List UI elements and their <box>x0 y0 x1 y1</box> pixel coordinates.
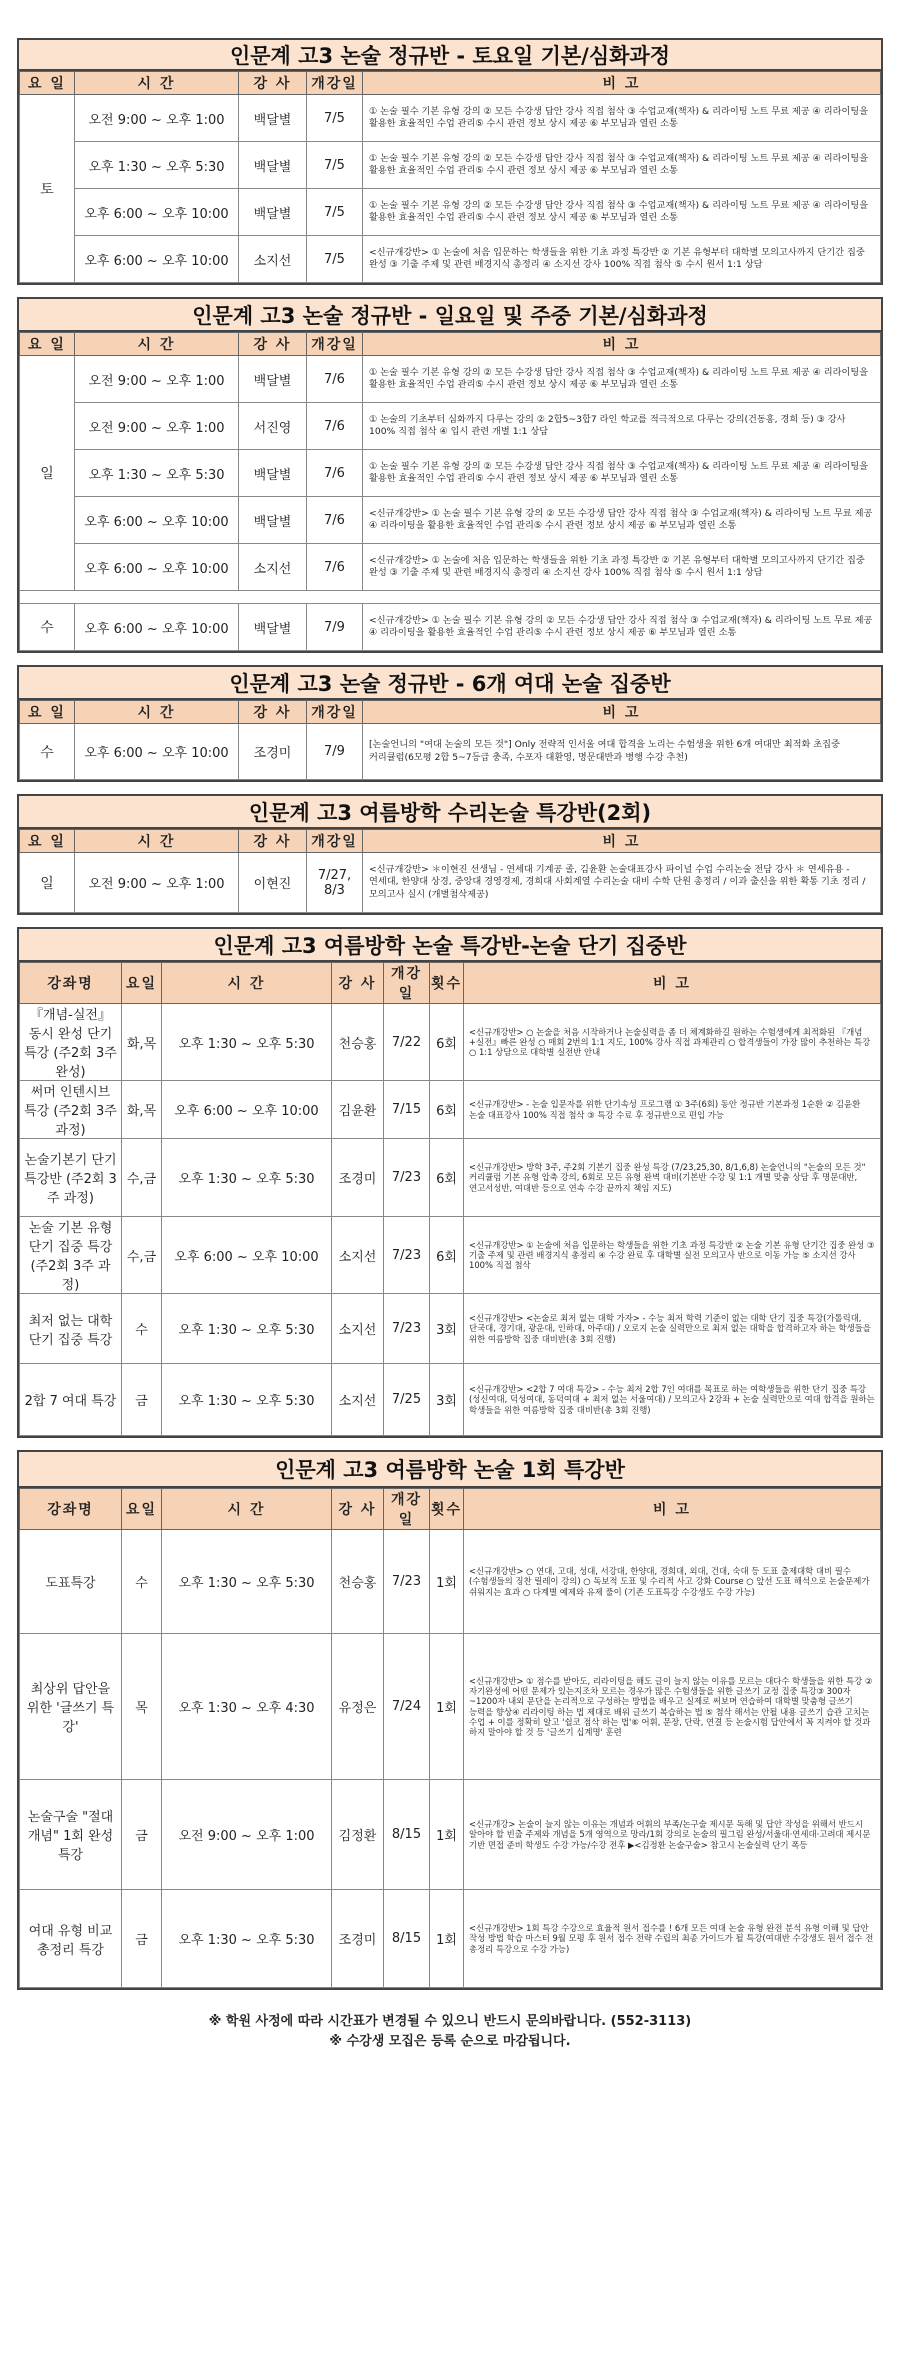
note-cell: <신규개강반> ① 논술 필수 기본 유형 강의 ② 모든 수강생 답안 강사 직접 첨삭 ③ 수업교재(책자) & 리라이팅 노트 무료 제공 ④ 리라이팅을 활용한 효율적인 수업 관리⑤ 수시 관련 정보 상시 제공 ⑥ 부모님과 열린 소통 <box>363 604 881 651</box>
table-row <box>20 403 881 450</box>
time-cell: 오전 9:00 ~ 오후 1:00 <box>75 403 239 450</box>
table-header-row <box>20 963 881 1004</box>
footer-enrollment-notice: ※ 수강생 모집은 등록 순으로 마감됩니다. <box>329 2034 571 2050</box>
header-teacher: 강 사 <box>239 72 307 95</box>
teacher-cell: 조경미 <box>332 1890 384 1988</box>
teacher-cell: 백달별 <box>239 497 307 544</box>
count-cell: 6회 <box>430 1081 464 1139</box>
note-cell: <신규개강반> ① 논술에 처음 입문하는 학생들을 위한 기초 과정 특강반 ② 기본 유형부터 대학별 모의고사까지 단기간 집중 완성 ③ 기출 주제 및 관련 배경지식 총정리 ④ 소지선 강사 100% 직접 첨삭 ⑤ 수시 원서 1:1 상담 <box>363 544 881 591</box>
note-cell: ① 논술 필수 기본 유형 강의 ② 모든 수강생 답안 강사 직접 첨삭 ③ 수업교재(책자) & 리라이팅 노트 무료 제공 ④ 리라이팅을 활용한 효율적인 수업 관리⑤ 수시 관련 정보 상시 제공 ⑥ 부모님과 열린 소통 <box>363 95 881 142</box>
teacher-cell: 백달별 <box>239 95 307 142</box>
table-row <box>20 1530 881 1634</box>
header-time: 시 간 <box>162 963 332 1004</box>
table-row <box>20 1890 881 1988</box>
section-title: 인문계 고3 여름방학 수리논술 특강반(2회) <box>19 796 881 829</box>
day-cell: 일 <box>20 356 75 591</box>
schedule-table <box>19 332 881 651</box>
table-row <box>20 95 881 142</box>
header-start: 개강일 <box>307 830 363 853</box>
teacher-cell: 백달별 <box>239 356 307 403</box>
start-date-cell: 8/15 <box>384 1780 430 1890</box>
note-cell: ① 논술 필수 기본 유형 강의 ② 모든 수강생 답안 강사 직접 첨삭 ③ 수업교재(책자) & 리라이팅 노트 무료 제공 ④ 리라이팅을 활용한 효율적인 수업 관리⑤ 수시 관련 정보 상시 제공 ⑥ 부모님과 열린 소통 <box>363 189 881 236</box>
time-cell: 오전 9:00 ~ 오후 1:00 <box>75 356 239 403</box>
teacher-cell: 유정은 <box>332 1634 384 1780</box>
header-time: 시 간 <box>75 830 239 853</box>
footer-schedule-notice: ※ 학원 사정에 따라 시간표가 변경될 수 있으니 반드시 문의바랍니다. (552-3113) <box>208 2014 692 2029</box>
time-cell: 오후 1:30 ~ 오후 5:30 <box>75 142 239 189</box>
schedule-table <box>19 1488 881 1988</box>
time-cell: 오후 6:00 ~ 오후 10:00 <box>75 544 239 591</box>
course-name-cell: 최저 없는 대학 단기 집중 특강 <box>20 1294 122 1364</box>
header-day: 요일 <box>122 963 162 1004</box>
count-cell: 6회 <box>430 1217 464 1294</box>
table-row <box>20 1634 881 1780</box>
schedule-table <box>19 700 881 780</box>
time-cell: 오후 1:30 ~ 오후 5:30 <box>75 450 239 497</box>
table-header-row <box>20 1489 881 1530</box>
note-cell: <신규개강반> 방학 3주, 주2회 기본기 집중 완성 특강 (7/23,25,30, 8/1,6,8) 논술언니의 "논술의 모든 것" 커리큘럼 기본 유형 압축 강의, 6회로 모든 유형 완벽 대비(기본반 수강 및 1:1 개별 맞춤 상담 후 명문대반, 연고서성반, 여대반 등으로 연속 수강 끝까지 책임 지도) <box>464 1139 881 1217</box>
teacher-cell: 소지선 <box>332 1364 384 1436</box>
section-math-essay <box>17 794 883 915</box>
table-row <box>20 544 881 591</box>
table-row <box>20 1004 881 1081</box>
note-cell: <신규개강반> ○ 논술을 처음 시작하거나 논술실력을 좀 더 체계화하길 원하는 수험생에게 최적화된 『개념+실전』빠른 완성 ○ 매회 2번의 1:1 지도, 100% 강사 직접 과제관리 ○ 합격생들이 가장 많이 추천하는 특강 ○ 1:1 상담으로 대학별 실전반 안내 <box>464 1004 881 1081</box>
section-title: 인문계 고3 여름방학 논술 특강반-논술 단기 집중반 <box>19 929 881 962</box>
section-womens-university <box>17 665 883 782</box>
day-cell: 수 <box>122 1294 162 1364</box>
start-date-cell: 7/23 <box>384 1217 430 1294</box>
header-teacher: 강 사 <box>239 333 307 356</box>
time-cell: 오후 1:30 ~ 오후 5:30 <box>162 1004 332 1081</box>
header-start: 개강일 <box>384 963 430 1004</box>
course-name-cell: 『개념-실전』동시 완성 단기 특강 (주2회 3주 완성) <box>20 1004 122 1081</box>
count-cell: 6회 <box>430 1004 464 1081</box>
start-date-cell: 7/24 <box>384 1634 430 1780</box>
header-teacher: 강 사 <box>332 1489 384 1530</box>
day-cell: 토 <box>20 95 75 283</box>
time-cell: 오전 9:00 ~ 오후 1:00 <box>75 95 239 142</box>
teacher-cell: 소지선 <box>239 544 307 591</box>
day-cell: 일 <box>20 853 75 913</box>
table-row <box>20 1217 881 1294</box>
time-cell: 오후 1:30 ~ 오후 5:30 <box>162 1890 332 1988</box>
table-row <box>20 450 881 497</box>
course-name-cell: 2합 7 여대 특강 <box>20 1364 122 1436</box>
day-cell: 금 <box>122 1890 162 1988</box>
count-cell: 1회 <box>430 1890 464 1988</box>
course-name-cell: 논술기본기 단기 특강반 (주2회 3주 과정) <box>20 1139 122 1217</box>
header-start: 개강일 <box>307 72 363 95</box>
start-date-cell: 7/27, 8/3 <box>307 853 363 913</box>
time-cell: 오후 6:00 ~ 오후 10:00 <box>75 724 239 780</box>
count-cell: 1회 <box>430 1530 464 1634</box>
section-saturday <box>17 38 883 285</box>
teacher-cell: 이현진 <box>239 853 307 913</box>
start-date-cell: 7/6 <box>307 450 363 497</box>
header-start: 개강일 <box>307 701 363 724</box>
table-row <box>20 1294 881 1364</box>
table-row <box>20 1780 881 1890</box>
row-spacer <box>20 591 881 604</box>
count-cell: 1회 <box>430 1634 464 1780</box>
note-cell: <신규개강반> 1회 특강 수강으로 효율적 원서 접수를 ! 6개 모든 여대 논술 유형 완전 분석 유형 이해 및 답안 작성 방법 학습 마스터 9월 모평 후 원서 접수 전략 수립의 최종 가이드가 될 특강(여대반 수강생도 원서 접수 전 총정리 특강으로 수강 가능) <box>464 1890 881 1988</box>
note-cell: <신규개강반> ① 논술 필수 기본 유형 강의 ② 모든 수강생 답안 강사 직접 첨삭 ③ 수업교재(책자) & 리라이팅 노트 무료 제공 ④ 리라이팅을 활용한 효율적인 수업 관리⑤ 수시 관련 정보 상시 제공 ⑥ 부모님과 열린 소통 <box>363 497 881 544</box>
start-date-cell: 7/25 <box>384 1364 430 1436</box>
time-cell: 오후 1:30 ~ 오후 5:30 <box>162 1294 332 1364</box>
section-title: 인문계 고3 여름방학 논술 1회 특강반 <box>19 1452 881 1488</box>
spacer-cell <box>20 591 881 604</box>
start-date-cell: 7/23 <box>384 1294 430 1364</box>
section-title: 인문계 고3 논술 정규반 - 6개 여대 논술 집중반 <box>19 667 881 700</box>
note-cell: [논술언니의 "여대 논술의 모든 것"] Only 전략적 인서울 여대 합격을 노리는 수험생을 위한 6개 여대만 최적화 초집중 커리큘럼(6모평 2합 5~7등급 충족, 수포자 대환영, 명문대반과 병행 수강 추천) <box>363 724 881 780</box>
table-row <box>20 1364 881 1436</box>
note-cell: <신규개강반> ① 논술에 처음 입문하는 학생들을 위한 기초 과정 특강반 ② 기본 유형부터 대학별 모의고사까지 단기간 집중 완성 ③ 기출 주제 및 관련 배경지식 총정리 ④ 소지선 강사 100% 직접 첨삭 ⑤ 수시 원서 1:1 상담 <box>363 236 881 283</box>
time-cell: 오후 6:00 ~ 오후 10:00 <box>75 497 239 544</box>
section-sunday-weekday <box>17 297 883 653</box>
table-header-row <box>20 701 881 724</box>
teacher-cell: 조경미 <box>332 1139 384 1217</box>
time-cell: 오후 1:30 ~ 오후 5:30 <box>162 1139 332 1217</box>
table-row <box>20 189 881 236</box>
table-row <box>20 724 881 780</box>
time-cell: 오전 9:00 ~ 오후 1:00 <box>75 853 239 913</box>
day-cell: 수 <box>20 724 75 780</box>
table-row <box>20 497 881 544</box>
table-row <box>20 1081 881 1139</box>
note-cell: <신규개강반> <2합 7 여대 특강> - 수능 최저 2합 7인 여대를 목표로 하는 여학생들을 위한 단기 집중 특강(성신여대, 덕성여대, 동덕여대 + 최저 없는 서울여대) / 모의고사 2강좌 + 논술 실력만으로 여대 합격을 원하는 학생들을 위한 여름방학 집중 대비반(총 3회 진행) <box>464 1364 881 1436</box>
teacher-cell: 천승홍 <box>332 1004 384 1081</box>
schedule-table <box>19 962 881 1436</box>
table-row <box>20 604 881 651</box>
start-date-cell: 7/6 <box>307 403 363 450</box>
start-date-cell: 7/9 <box>307 604 363 651</box>
header-day: 요일 <box>122 1489 162 1530</box>
start-date-cell: 7/6 <box>307 356 363 403</box>
start-date-cell: 7/5 <box>307 236 363 283</box>
note-cell: <신규개강반> - 논술 입문자를 위한 단기속성 프로그램 ① 3주(6회) 동안 정규반 기본과정 1순환 ② 김윤환 논술 대표강사 100% 직접 첨삭 ③ 특강 수료 후 정규반으로 편입 가능 <box>464 1081 881 1139</box>
day-cell: 화,목 <box>122 1004 162 1081</box>
course-name-cell: 최상위 답안을 위한 '글쓰기 특강' <box>20 1634 122 1780</box>
note-cell: ① 논술의 기초부터 심화까지 다루는 강의 ② 2합5~3합7 라인 학교를 적극적으로 다루는 강의(건동홍, 경희 등) ③ 강사 100% 직접 첨삭 ④ 입시 관련 개별 1:1 상담 <box>363 403 881 450</box>
header-course: 강좌명 <box>20 1489 122 1530</box>
teacher-cell: 소지선 <box>332 1294 384 1364</box>
footer-notice <box>0 2012 900 2052</box>
table-row <box>20 142 881 189</box>
day-cell: 수,금 <box>122 1139 162 1217</box>
start-date-cell: 7/9 <box>307 724 363 780</box>
table-header-row <box>20 830 881 853</box>
course-name-cell: 여대 유형 비교 총정리 특강 <box>20 1890 122 1988</box>
start-date-cell: 7/23 <box>384 1530 430 1634</box>
day-cell: 금 <box>122 1364 162 1436</box>
time-cell: 오후 6:00 ~ 오후 10:00 <box>162 1081 332 1139</box>
time-cell: 오후 1:30 ~ 오후 5:30 <box>162 1530 332 1634</box>
note-cell: <신규개강반> ① 논술에 처음 입문하는 학생들을 위한 기초 과정 특강반 ② 논술 기본 유형 단기간 집중 완성 ③ 기출 주제 및 관련 배경지식 총정리 ④ 수강 완료 후 대학별 실전 모의고사 반으로 이동 가능 ⑤ 소지선 강사 100% 직접 첨삭 <box>464 1217 881 1294</box>
header-time: 시 간 <box>75 701 239 724</box>
note-cell: ① 논술 필수 기본 유형 강의 ② 모든 수강생 답안 강사 직접 첨삭 ③ 수업교재(책자) & 리라이팅 노트 무료 제공 ④ 리라이팅을 활용한 효율적인 수업 관리⑤ 수시 관련 정보 상시 제공 ⑥ 부모님과 열린 소통 <box>363 356 881 403</box>
count-cell: 3회 <box>430 1294 464 1364</box>
section-one-time-special <box>17 1450 883 1990</box>
header-day: 요 일 <box>20 830 75 853</box>
time-cell: 오전 9:00 ~ 오후 1:00 <box>162 1780 332 1890</box>
section-short-intensive <box>17 927 883 1438</box>
start-date-cell: 7/5 <box>307 189 363 236</box>
count-cell: 3회 <box>430 1364 464 1436</box>
teacher-cell: 소지선 <box>239 236 307 283</box>
header-course: 강좌명 <box>20 963 122 1004</box>
header-day: 요 일 <box>20 333 75 356</box>
note-cell: <신규개강반> ○ 연대, 고대, 성대, 서강대, 한양대, 경희대, 외대, 건대, 숙대 등 도표 출제대학 대비 필수(수험생들의 징찬 릴레이 강의) ○ 독보적 도표 및 수리적 사고 강화 Course ○ 앞선 도표 해석으로 논술문제가 쉬워지는 효과 ○ 다계별 예제와 유제 풀이 (기존 도표특강 수강생도 수강 가능) <box>464 1530 881 1634</box>
header-teacher: 강 사 <box>332 963 384 1004</box>
count-cell: 1회 <box>430 1780 464 1890</box>
table-header-row <box>20 333 881 356</box>
teacher-cell: 조경미 <box>239 724 307 780</box>
table-row <box>20 356 881 403</box>
header-note: 비 고 <box>464 963 881 1004</box>
header-note: 비 고 <box>464 1489 881 1530</box>
header-time: 시 간 <box>75 333 239 356</box>
section-title: 인문계 고3 논술 정규반 - 일요일 및 주중 기본/심화과정 <box>19 299 881 332</box>
time-cell: 오후 6:00 ~ 오후 10:00 <box>75 604 239 651</box>
table-row <box>20 1139 881 1217</box>
note-cell: <신규개강반> ① 점수를 받아도, 리라이팅을 해도 글이 늘지 않는 이유를 모르는 대다수 학생들을 위한 특강 ② 자기완성에 어떤 문제가 있는지조차 모르는 경우가 많은 수험생들을 위한 글쓰기 교정 집중 특강③ 300자~1200자 내외 문단을 논리적으로 구성하는 방법을 배우고 실제로 써보며 연습하여 대학별 맞춤형 글쓰기 능력을 향상④ 리라이팅 하는 법 제대로 배워 글쓰기 복습하는 법 ⑤ 첨삭 해서는 안될 내용 글쓰기 습관 고치는 수업 + 이를 정확히 알고 '쉴코 점삭 하는 법'⑥ 어휘, 문장, 단락, 연결 등 논술시험 답안에서 꼭 지켜야 할 것과 하지 말아야 할 것 등 '글쓰기 십계명' 훈련 <box>464 1634 881 1780</box>
header-note: 비 고 <box>363 72 881 95</box>
day-cell: 목 <box>122 1634 162 1780</box>
start-date-cell: 7/23 <box>384 1139 430 1217</box>
course-name-cell: 논술 기본 유형 단기 집중 특강 (주2회 3주 과정) <box>20 1217 122 1294</box>
time-cell: 오후 1:30 ~ 오후 5:30 <box>162 1364 332 1436</box>
teacher-cell: 백달별 <box>239 142 307 189</box>
teacher-cell: 백달별 <box>239 189 307 236</box>
start-date-cell: 7/22 <box>384 1004 430 1081</box>
teacher-cell: 김정환 <box>332 1780 384 1890</box>
teacher-cell: 천승홍 <box>332 1530 384 1634</box>
note-cell: ① 논술 필수 기본 유형 강의 ② 모든 수강생 답안 강사 직접 첨삭 ③ 수업교재(책자) & 리라이팅 노트 무료 제공 ④ 리라이팅을 활용한 효율적인 수업 관리⑤ 수시 관련 정보 상시 제공 ⑥ 부모님과 열린 소통 <box>363 450 881 497</box>
start-date-cell: 7/6 <box>307 544 363 591</box>
schedule-table <box>19 829 881 913</box>
start-date-cell: 7/15 <box>384 1081 430 1139</box>
time-cell: 오후 6:00 ~ 오후 10:00 <box>162 1217 332 1294</box>
teacher-cell: 김윤환 <box>332 1081 384 1139</box>
header-count: 횟수 <box>430 963 464 1004</box>
note-cell: ① 논술 필수 기본 유형 강의 ② 모든 수강생 답안 강사 직접 첨삭 ③ 수업교재(책자) & 리라이팅 노트 무료 제공 ④ 리라이팅을 활용한 효율적인 수업 관리⑤ 수시 관련 정보 상시 제공 ⑥ 부모님과 열린 소통 <box>363 142 881 189</box>
course-name-cell: 도표특강 <box>20 1530 122 1634</box>
header-start: 개강일 <box>384 1489 430 1530</box>
time-cell: 오후 1:30 ~ 오후 4:30 <box>162 1634 332 1780</box>
note-cell: <신규개강반> ＊이현진 선생님 - 연세대 기계공 졸, 김윤환 논술대표강사 파이널 수업 수리논술 전담 강사 ＊ 연세유용 - 연세대, 한양대 상경, 중앙대 경영경제, 경희대 사회계열 수리논술 대비 수학 단원 총정리 / 이과 출신을 위한 확통 기초 정리 / 모의고사 실시 (개별첨삭제공) <box>363 853 881 913</box>
header-note: 비 고 <box>363 701 881 724</box>
header-day: 요 일 <box>20 72 75 95</box>
header-note: 비 고 <box>363 830 881 853</box>
table-row <box>20 236 881 283</box>
teacher-cell: 소지선 <box>332 1217 384 1294</box>
day-cell: 금 <box>122 1780 162 1890</box>
time-cell: 오후 6:00 ~ 오후 10:00 <box>75 236 239 283</box>
header-start: 개강일 <box>307 333 363 356</box>
day-cell: 화,목 <box>122 1081 162 1139</box>
header-note: 비 고 <box>363 333 881 356</box>
count-cell: 6회 <box>430 1139 464 1217</box>
note-cell: <신규개강> 논술이 늘지 않는 이유는 개념과 어휘의 부족/논구술 제시문 독해 및 답안 작성을 위해서 반드시 알아야 할 빈출 주제와 개념을 5개 영역으로 망라/1회 강의로 논술의 필그림 완성/서울대·연세대·고려대 제시문 기반 면접 준비 학생도 수강 가능/수강 전후 ▶<김정환 논술구술> 참고시 논술실력 단기 폭등 <box>464 1780 881 1890</box>
start-date-cell: 7/5 <box>307 142 363 189</box>
teacher-cell: 백달별 <box>239 604 307 651</box>
start-date-cell: 7/6 <box>307 497 363 544</box>
table-row <box>20 853 881 913</box>
header-teacher: 강 사 <box>239 830 307 853</box>
header-count: 횟수 <box>430 1489 464 1530</box>
teacher-cell: 서진영 <box>239 403 307 450</box>
day-cell: 수,금 <box>122 1217 162 1294</box>
header-time: 시 간 <box>162 1489 332 1530</box>
time-cell: 오후 6:00 ~ 오후 10:00 <box>75 189 239 236</box>
note-cell: <신규개강반> <논술로 최저 없는 대학 가자> - 수능 최저 학력 기준이 없는 대학 단기 집중 특강(가톨릭대, 단국대, 경기대, 광운대, 인하대, 아주대) / 오로지 논술 실력만으로 최저 없는 대학을 합격하고자 하는 학생들을 위한 여름방학 집중 대비반(총 3회 진행) <box>464 1294 881 1364</box>
day-cell: 수 <box>20 604 75 651</box>
header-teacher: 강 사 <box>239 701 307 724</box>
header-time: 시 간 <box>75 72 239 95</box>
table-header-row <box>20 72 881 95</box>
schedule-table <box>19 71 881 283</box>
course-name-cell: 써머 인텐시브 특강 (주2회 3주 과정) <box>20 1081 122 1139</box>
course-name-cell: 논술구술 "절대개념" 1회 완성 특강 <box>20 1780 122 1890</box>
teacher-cell: 백달별 <box>239 450 307 497</box>
header-day: 요 일 <box>20 701 75 724</box>
section-title: 인문계 고3 논술 정규반 - 토요일 기본/심화과정 <box>19 40 881 71</box>
start-date-cell: 7/5 <box>307 95 363 142</box>
start-date-cell: 8/15 <box>384 1890 430 1988</box>
day-cell: 수 <box>122 1530 162 1634</box>
